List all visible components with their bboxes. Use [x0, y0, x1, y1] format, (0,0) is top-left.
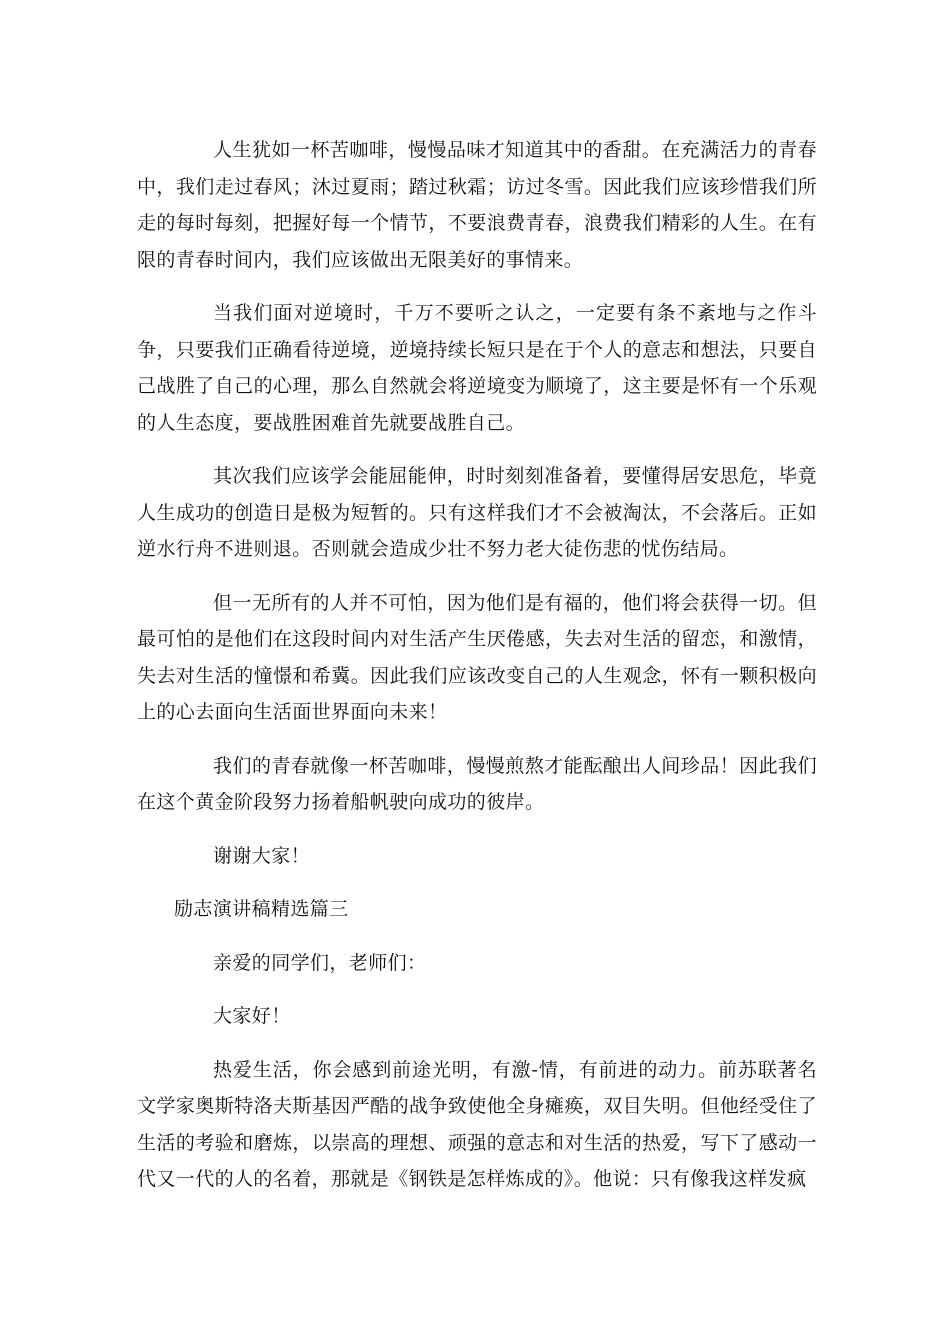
paragraph-3: 其次我们应该学会能屈能伸，时时刻刻准备着，要懂得居安思危，毕竟人生成功的创造日是极为短暂的。只有这样我们才不会被淘汰，不会落后。正如逆水行舟不进则退。否则就会造成少壮不努力老大徒伤悲的忧伤结局。: [137, 465, 817, 560]
thanks-line: 谢谢大家！: [213, 844, 311, 867]
paragraph-4: 但一无所有的人并不可怕，因为他们是有福的，他们将会获得一切。但最可怕的是他们在这段时间内对生活产生厌倦感，失去对生活的留恋，和激情，失去对生活的憧憬和希冀。因此我们应该改变自己的人生观念，怀有一颗积极向上的心去面向生活面世界面向未来！: [137, 591, 817, 723]
document-body: [137, 132, 817, 1198]
paragraph-2: 当我们面对逆境时，千万不要听之认之，一定要有条不紊地与之作斗争，只要我们正确看待逆境，逆境持续长短只是在于个人的意志和想法，只要自己战胜了自己的心理，那么自然就会将逆境变为顺境了，这主要是怀有一个乐观的人生态度，要战胜困难首先就要战胜自己。: [137, 302, 817, 434]
section-title: 励志演讲稿精选篇三: [174, 898, 349, 920]
paragraph-5: 我们的青春就像一杯苦咖啡，慢慢煎熬才能酝酿出人间珍品！因此我们在这个黄金阶段努力扬着船帆驶向成功的彼岸。: [137, 754, 817, 813]
greeting-line: 亲爱的同学们，老师们：: [213, 951, 427, 974]
hello-line: 大家好！: [213, 1005, 291, 1027]
paragraph-6: 热爱生活，你会感到前途光明，有激-情，有前进的动力。前苏联著名文学家奥斯特洛夫斯基因严酷的战争致使他全身瘫痪，双目失明。但他经受住了生活的考验和磨炼，以崇高的理想、顽强的意志和对生活的热爱，写下了感动一代又一代的人的名着，那就是《钢铁是怎样炼成的》。他说：只有像我这样发疯: [137, 1058, 817, 1190]
paragraph-1: 人生犹如一杯苦咖啡，慢慢品味才知道其中的香甜。在充满活力的青春中，我们走过春风；沐过夏雨；踏过秋霜；访过冬雪。因此我们应该珍惜我们所走的每时每刻，把握好每一个情节，不要浪费青春，浪费我们精彩的人生。在有限的青春时间内，我们应该做出无限美好的事情来。: [137, 139, 817, 271]
